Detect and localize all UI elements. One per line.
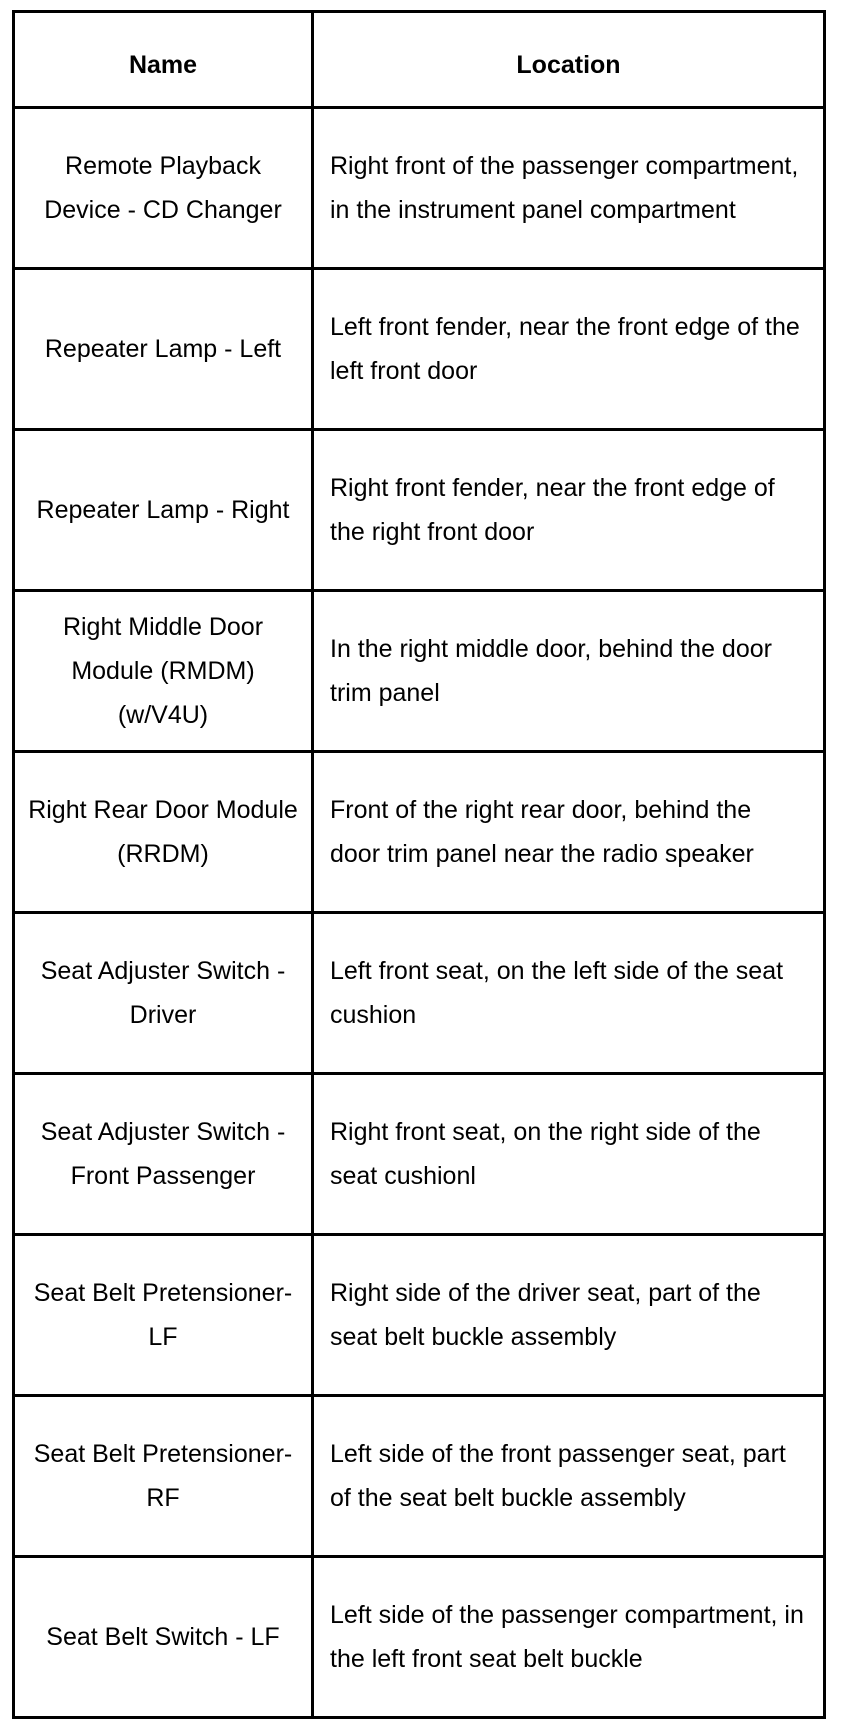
component-location: Right front of the passenger compartment, in the instrument panel compartment <box>313 108 825 269</box>
component-name: Seat Adjuster Switch - Front Passenger <box>14 1074 313 1235</box>
component-location: In the right middle door, behind the door trim panel <box>313 591 825 752</box>
table-header-row <box>14 12 825 108</box>
table-row <box>14 1235 825 1396</box>
table-row <box>14 269 825 430</box>
component-name: Remote Playback Device - CD Changer <box>14 108 313 269</box>
component-location: Left side of the passenger compartment, in the left front seat belt buckle <box>313 1557 825 1718</box>
table-row <box>14 1396 825 1557</box>
component-location: Left front fender, near the front edge of the left front door <box>313 269 825 430</box>
component-name: Seat Belt Pretensioner- RF <box>14 1396 313 1557</box>
component-name: Right Rear Door Module (RRDM) <box>14 752 313 913</box>
column-header-name: Name <box>14 12 313 108</box>
table-row <box>14 591 825 752</box>
table-row <box>14 1557 825 1718</box>
component-name: Seat Adjuster Switch - Driver <box>14 913 313 1074</box>
table-row <box>14 913 825 1074</box>
component-location-table <box>12 10 826 1719</box>
component-name: Right Middle Door Module (RMDM) (w/V4U) <box>14 591 313 752</box>
component-name: Seat Belt Switch - LF <box>14 1557 313 1718</box>
component-location: Right side of the driver seat, part of the seat belt buckle assembly <box>313 1235 825 1396</box>
component-location: Left front seat, on the left side of the seat cushion <box>313 913 825 1074</box>
table-row <box>14 1074 825 1235</box>
column-header-location: Location <box>313 12 825 108</box>
component-location-table-container <box>12 10 823 1719</box>
component-location: Right front seat, on the right side of the seat cushionl <box>313 1074 825 1235</box>
table-row <box>14 430 825 591</box>
component-name: Repeater Lamp - Right <box>14 430 313 591</box>
component-name: Repeater Lamp - Left <box>14 269 313 430</box>
table-row <box>14 108 825 269</box>
component-location: Right front fender, near the front edge of the right front door <box>313 430 825 591</box>
table-row <box>14 752 825 913</box>
component-name: Seat Belt Pretensioner- LF <box>14 1235 313 1396</box>
component-location: Front of the right rear door, behind the door trim panel near the radio speaker <box>313 752 825 913</box>
component-location: Left side of the front passenger seat, part of the seat belt buckle assembly <box>313 1396 825 1557</box>
